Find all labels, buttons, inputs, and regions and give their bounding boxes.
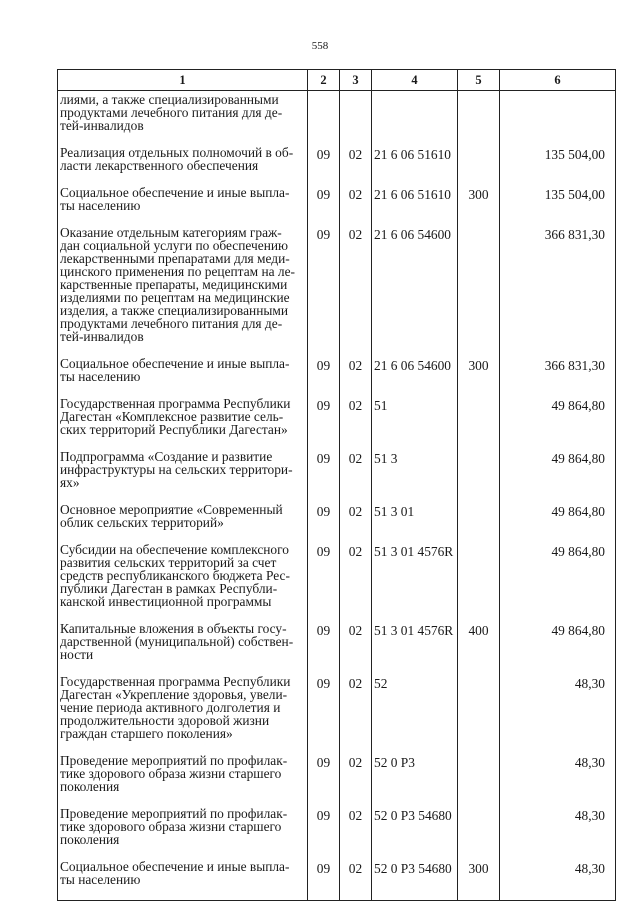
row-amount xyxy=(500,860,616,901)
row-subsection xyxy=(340,146,372,186)
row-code xyxy=(372,186,458,226)
table-row xyxy=(58,357,616,397)
row-subsection-text: 02 xyxy=(348,623,363,638)
row-amount-text: 49 864,80 xyxy=(551,504,605,519)
row-name-text: Социальное обеспечение и иные выпла- ты населению xyxy=(60,185,290,213)
table-row xyxy=(58,397,616,450)
row-name xyxy=(58,91,308,147)
table-row xyxy=(58,146,616,186)
row-expense-type xyxy=(458,186,500,226)
row-expense-type xyxy=(458,503,500,543)
row-subsection xyxy=(340,807,372,860)
row-subsection xyxy=(340,622,372,675)
row-name-text: Подпрограмма «Создание и развитие инфраструктуры на сельских территори- ях» xyxy=(60,449,293,490)
row-name xyxy=(58,450,308,503)
row-name xyxy=(58,754,308,807)
row-subsection-text: 02 xyxy=(348,451,363,466)
row-subsection xyxy=(340,503,372,543)
row-section-text: 09 xyxy=(316,504,331,519)
row-name-text: Проведение мероприятий по профилак- тике здорового образа жизни старшего поколения xyxy=(60,806,288,847)
row-expense-type xyxy=(458,397,500,450)
table-row xyxy=(58,622,616,675)
row-subsection xyxy=(340,91,372,147)
row-amount-text: 366 831,30 xyxy=(544,227,605,242)
row-amount-text: 49 864,80 xyxy=(551,544,605,559)
row-section-text: 09 xyxy=(316,358,331,373)
row-expense-type xyxy=(458,450,500,503)
row-name-text: Оказание отдельным категориям граж- дан социальной услуги по обеспечению лекарственными препаратами для меди- цинского применения по рецептам на ле- карственные препараты, медицинскими изделиями по рецептам на медицинские изделия, а также специализированными продуктами лечебного питания для де- тей-инвалидов xyxy=(60,225,296,344)
row-subsection xyxy=(340,754,372,807)
row-code xyxy=(372,860,458,901)
row-expense-type xyxy=(458,226,500,357)
row-subsection-text: 02 xyxy=(348,504,363,519)
table-row xyxy=(58,807,616,860)
row-name xyxy=(58,186,308,226)
row-name-text: Государственная программа Республики Дагестан «Укрепление здоровья, увели- чение периода активного долголетия и продолжительности здоровой жизни граждан старшего поколения» xyxy=(60,674,291,741)
row-code xyxy=(372,357,458,397)
row-code-text: 52 0 P3 54680 xyxy=(374,808,452,823)
row-section-text: 09 xyxy=(316,623,331,638)
table-row xyxy=(58,543,616,622)
row-subsection-text: 02 xyxy=(348,147,363,162)
row-code-text: 51 3 01 xyxy=(374,504,415,519)
row-amount xyxy=(500,807,616,860)
row-code-text: 21 6 06 54600 xyxy=(374,358,451,373)
row-code-text: 51 xyxy=(374,398,388,413)
row-name xyxy=(58,503,308,543)
row-section xyxy=(308,675,340,754)
row-amount xyxy=(500,357,616,397)
row-subsection-text: 02 xyxy=(348,676,363,691)
row-amount-text: 48,30 xyxy=(574,676,605,691)
row-name-text: Реализация отдельных полномочий в об- ласти лекарственного обеспечения xyxy=(60,145,294,173)
row-section-text: 09 xyxy=(316,227,331,242)
row-section xyxy=(308,186,340,226)
row-section xyxy=(308,807,340,860)
row-expense-type-text: 300 xyxy=(468,187,489,202)
row-subsection-text: 02 xyxy=(348,544,363,559)
row-name xyxy=(58,622,308,675)
row-name-text: Государственная программа Республики Дагестан «Комплексное развитие сель- ских территорий Республики Дагестан» xyxy=(60,396,291,437)
row-code xyxy=(372,543,458,622)
page-number: 558 xyxy=(311,40,329,52)
row-expense-type xyxy=(458,860,500,901)
row-code xyxy=(372,807,458,860)
row-amount-text: 49 864,80 xyxy=(551,451,605,466)
header-col-1: 1 xyxy=(58,70,308,91)
table-row xyxy=(58,860,616,901)
row-expense-type xyxy=(458,675,500,754)
row-expense-type-text: 300 xyxy=(468,861,489,876)
row-section xyxy=(308,91,340,147)
table-row xyxy=(58,450,616,503)
row-section-text: 09 xyxy=(316,451,331,466)
row-name-text: Социальное обеспечение и иные выпла- ты населению xyxy=(60,356,290,384)
row-section-text: 09 xyxy=(316,861,331,876)
row-name xyxy=(58,675,308,754)
row-subsection xyxy=(340,357,372,397)
row-amount-text: 48,30 xyxy=(574,755,605,770)
header-col-5: 5 xyxy=(458,70,500,91)
row-code xyxy=(372,226,458,357)
table-row xyxy=(58,675,616,754)
row-section xyxy=(308,754,340,807)
row-name-text: Проведение мероприятий по профилак- тике здорового образа жизни старшего поколения xyxy=(60,753,288,794)
row-amount xyxy=(500,226,616,357)
row-subsection-text: 02 xyxy=(348,398,363,413)
row-expense-type xyxy=(458,91,500,147)
row-name xyxy=(58,357,308,397)
row-amount-text: 49 864,80 xyxy=(551,398,605,413)
row-expense-type xyxy=(458,146,500,186)
row-code xyxy=(372,675,458,754)
row-section xyxy=(308,450,340,503)
header-col-6: 6 xyxy=(500,70,616,91)
row-code xyxy=(372,450,458,503)
row-subsection-text: 02 xyxy=(348,755,363,770)
row-name xyxy=(58,543,308,622)
row-section-text: 09 xyxy=(316,187,331,202)
header-col-2: 2 xyxy=(308,70,340,91)
row-name-text: Основное мероприятие «Современный облик сельских территорий» xyxy=(60,502,283,530)
row-expense-type-text: 300 xyxy=(468,358,489,373)
row-amount-text: 135 504,00 xyxy=(544,147,605,162)
row-expense-type xyxy=(458,622,500,675)
row-amount-text: 366 831,30 xyxy=(544,358,605,373)
row-subsection xyxy=(340,860,372,901)
row-subsection xyxy=(340,397,372,450)
row-section-text: 09 xyxy=(316,544,331,559)
row-amount xyxy=(500,503,616,543)
row-subsection-text: 02 xyxy=(348,358,363,373)
header-col-4: 4 xyxy=(372,70,458,91)
row-code xyxy=(372,397,458,450)
header-col-3: 3 xyxy=(340,70,372,91)
table-row xyxy=(58,754,616,807)
row-subsection xyxy=(340,450,372,503)
row-code-text: 21 6 06 51610 xyxy=(374,147,451,162)
row-name-text: Социальное обеспечение и иные выпла- ты населению xyxy=(60,859,290,887)
row-section xyxy=(308,226,340,357)
row-section-text: 09 xyxy=(316,147,331,162)
row-subsection-text: 02 xyxy=(348,187,363,202)
row-code xyxy=(372,622,458,675)
row-amount xyxy=(500,543,616,622)
row-amount-text: 135 504,00 xyxy=(544,187,605,202)
budget-table xyxy=(57,69,616,901)
row-subsection xyxy=(340,226,372,357)
row-code-text: 52 xyxy=(374,676,388,691)
row-section xyxy=(308,543,340,622)
row-amount xyxy=(500,146,616,186)
row-section-text: 09 xyxy=(316,808,331,823)
row-section xyxy=(308,357,340,397)
row-amount-text: 49 864,80 xyxy=(551,623,605,638)
row-expense-type-text: 400 xyxy=(468,623,489,638)
row-subsection-text: 02 xyxy=(348,808,363,823)
row-amount xyxy=(500,675,616,754)
row-section-text: 09 xyxy=(316,398,331,413)
row-amount xyxy=(500,186,616,226)
row-name xyxy=(58,807,308,860)
table-row xyxy=(58,503,616,543)
row-amount xyxy=(500,450,616,503)
table-header xyxy=(58,70,616,91)
row-amount xyxy=(500,622,616,675)
table-row xyxy=(58,226,616,357)
row-expense-type xyxy=(458,543,500,622)
row-code xyxy=(372,146,458,186)
row-name-text: Капитальные вложения в объекты госу- дарственной (муниципальной) собствен- ности xyxy=(60,621,294,662)
row-amount xyxy=(500,397,616,450)
row-expense-type xyxy=(458,807,500,860)
row-section xyxy=(308,146,340,186)
row-name xyxy=(58,146,308,186)
row-section xyxy=(308,860,340,901)
row-code-text: 21 6 06 54600 xyxy=(374,227,451,242)
row-code xyxy=(372,91,458,147)
row-name-text: лиями, а также специализированными продуктами лечебного питания для де- тей-инвалидов xyxy=(60,92,283,133)
table-row xyxy=(58,91,616,147)
row-code-text: 51 3 01 4576R xyxy=(374,623,454,638)
row-code-text: 52 0 P3 xyxy=(374,755,415,770)
row-code-text: 51 3 xyxy=(374,451,398,466)
row-name-text: Субсидии на обеспечение комплексного развития сельских территорий за счет средств республиканского бюджета Рес- публики Дагестан в рамках Республи- канской инвестиционной программы xyxy=(60,542,290,609)
row-section xyxy=(308,503,340,543)
row-code-text: 21 6 06 51610 xyxy=(374,187,451,202)
row-section-text: 09 xyxy=(316,755,331,770)
row-code xyxy=(372,503,458,543)
row-amount xyxy=(500,91,616,147)
row-section xyxy=(308,397,340,450)
row-name xyxy=(58,226,308,357)
row-name xyxy=(58,397,308,450)
row-subsection xyxy=(340,675,372,754)
row-code-text: 52 0 P3 54680 xyxy=(374,861,452,876)
row-section xyxy=(308,622,340,675)
row-name xyxy=(58,860,308,901)
table-row xyxy=(58,186,616,226)
row-code xyxy=(372,754,458,807)
row-amount-text: 48,30 xyxy=(574,861,605,876)
row-subsection-text: 02 xyxy=(348,227,363,242)
row-subsection-text: 02 xyxy=(348,861,363,876)
row-subsection xyxy=(340,186,372,226)
row-expense-type xyxy=(458,357,500,397)
row-expense-type xyxy=(458,754,500,807)
row-amount xyxy=(500,754,616,807)
table-body xyxy=(58,91,616,901)
row-amount-text: 48,30 xyxy=(574,808,605,823)
row-subsection xyxy=(340,543,372,622)
row-section-text: 09 xyxy=(316,676,331,691)
row-code-text: 51 3 01 4576R xyxy=(374,544,454,559)
